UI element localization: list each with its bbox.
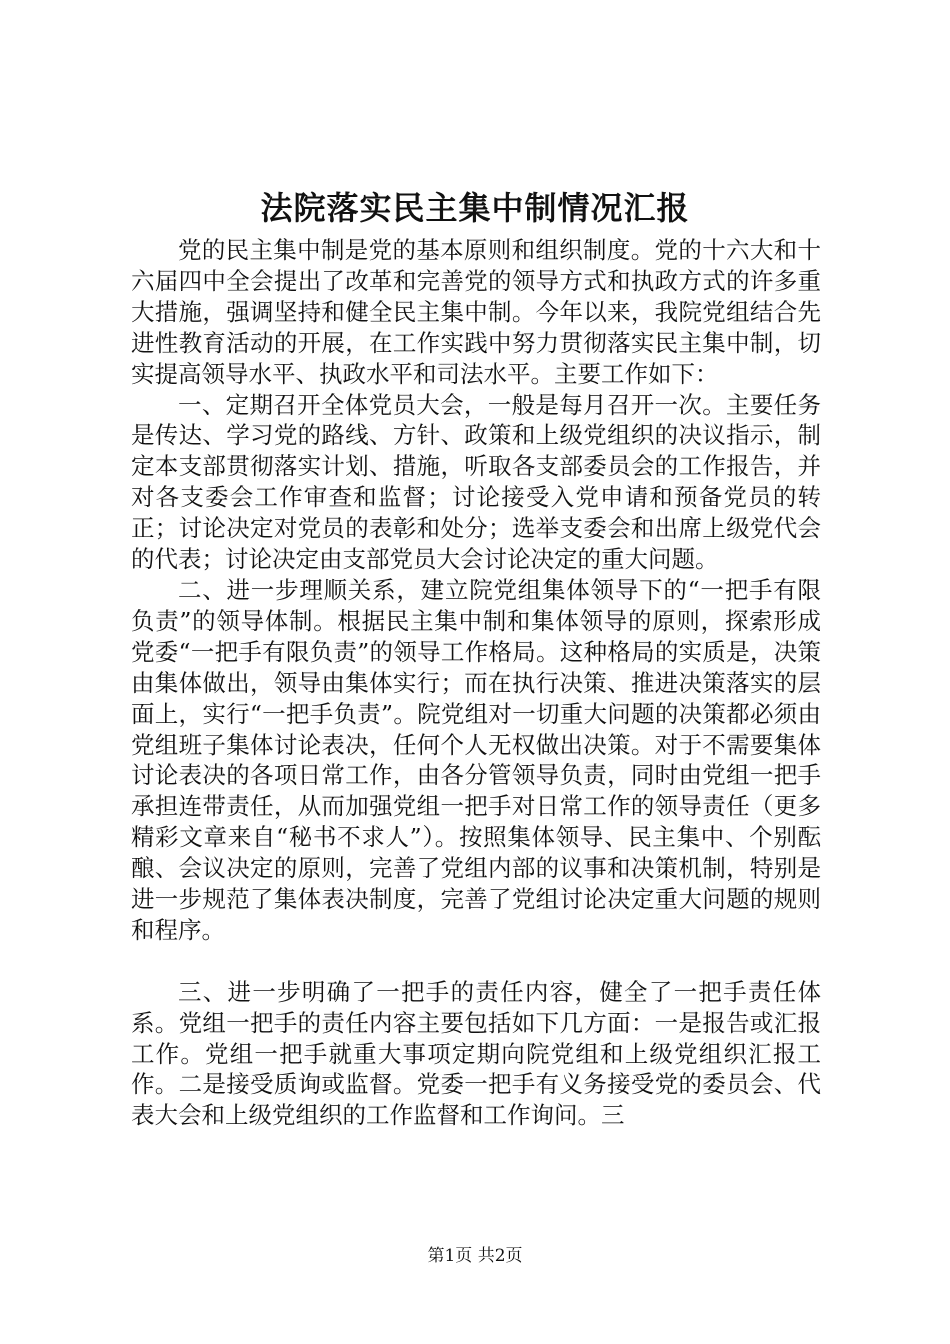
- paragraph-intro: 党的民主集中制是党的基本原则和组织制度。党的十六大和十六届四中全会提出了改革和完善党的领导方式和执政方式的许多重大措施，强调坚持和健全民主集中制。今年以来，我院党组结合先进性教育活动的开展，在工作实践中努力贯彻落实民主集中制，切实提高领导水平、执政水平和司法水平。主要工作如下：: [131, 236, 821, 388]
- document-body: [131, 235, 821, 1131]
- page-number-footer: 第1页 共2页: [427, 1246, 523, 1266]
- paragraph-point-3: 三、进一步明确了一把手的责任内容，健全了一把手责任体系。党组一把手的责任内容主要包括如下几方面：一是报告或汇报工作。党组一把手就重大事项定期向院党组和上级党组织汇报工作。二是接受质询或监督。党委一把手有义务接受党的委员会、代表大会和上级党组织的工作监督和工作询问。三: [131, 977, 821, 1130]
- paragraph-point-1: 一、定期召开全体党员大会，一般是每月召开一次。主要任务是传达、学习党的路线、方针、政策和上级党组织的决议指示，制定本支部贯彻落实计划、措施，听取各支部委员会的工作报告，并对各支委会工作审查和监督；讨论接受入党申请和预备党员的转正；讨论决定对党员的表彰和处分；选举支委会和出席上级党代会的代表；讨论决定由支部党员大会讨论决定的重大问题。: [131, 390, 821, 574]
- document-title: 法院落实民主集中制情况汇报: [260, 189, 690, 227]
- paragraph-point-2: 二、进一步理顺关系，建立院党组集体领导下的“一把手有限负责”的领导体制。根据民主集中制和集体领导的原则，探索形成党委“一把手有限负责”的领导工作格局。这种格局的实质是，决策由集体做出，领导由集体实行；而在执行决策、推进决策落实的层面上，实行“一把手负责”。院党组对一切重大问题的决策都必须由党组班子集体讨论表决，任何个人无权做出决策。对于不需要集体讨论表决的各项日常工作，由各分管领导负责，同时由党组一把手承担连带责任，从而加强党组一把手对日常工作的领导责任（更多精彩文章来自“秘书不求人”）。按照集体领导、民主集中、个别酝酿、会议决定的原则，完善了党组内部的议事和决策机制，特别是进一步规范了集体表决制度，完善了党组讨论决定重大问题的规则和程序。: [131, 575, 821, 944]
